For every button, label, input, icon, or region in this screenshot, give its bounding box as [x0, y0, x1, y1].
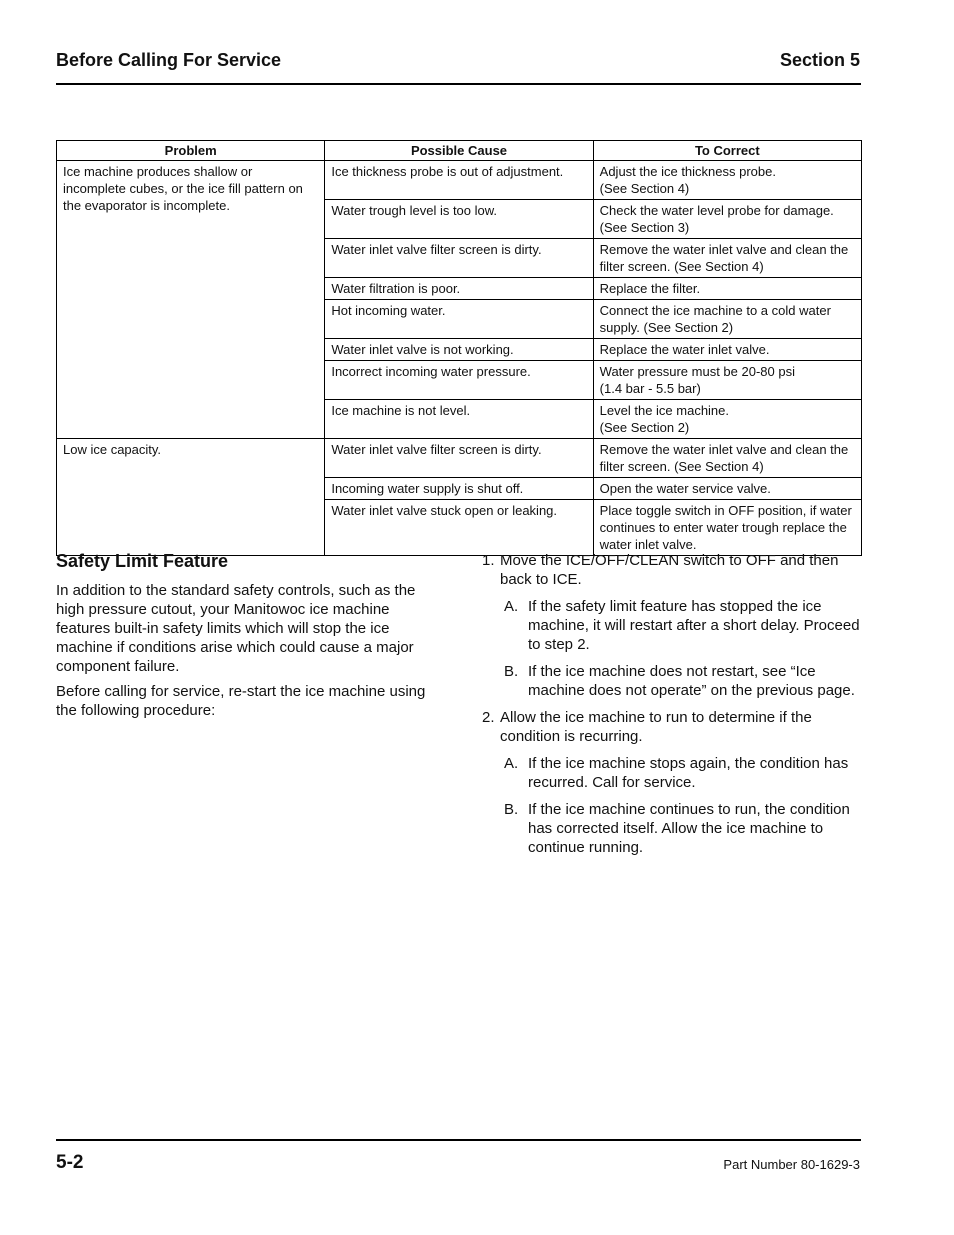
step-text: Move the ICE/OFF/CLEAN switch to OFF and then back to ICE. — [500, 552, 839, 588]
list-item — [504, 597, 862, 654]
problem-cell: Low ice capacity. — [57, 439, 325, 556]
substep-letter: B. — [504, 801, 519, 818]
substep-text: If the ice machine does not restart, see “Ice machine does not operate” on the previous page. — [528, 663, 855, 699]
table-header-row — [57, 141, 862, 161]
correct-cell: Remove the water inlet valve and clean the filter screen. (See Section 4) — [593, 239, 861, 278]
substep-text: If the ice machine stops again, the condition has recurred. Call for service. — [528, 755, 849, 791]
list-item — [504, 662, 862, 700]
step-number: 2. — [482, 709, 495, 726]
list-item — [482, 551, 862, 589]
table-row — [57, 161, 862, 200]
safety-section-title: Safety Limit Feature — [56, 551, 229, 571]
cause-cell: Water inlet valve filter screen is dirty. — [325, 239, 593, 278]
correct-cell: Level the ice machine. (See Section 2) — [593, 400, 861, 439]
safety-intro-paragraph: In addition to the standard safety controls, such as the high pressure cutout, your Manitowoc ice machine features built-in safety limits which will stop the ice machine if conditions arise which could cause a major component failure. — [56, 582, 416, 675]
substep-text: If the safety limit feature has stopped the ice machine, it will restart after a short delay. Proceed to step 2. — [528, 598, 860, 653]
cause-cell: Ice machine is not level. — [325, 400, 593, 439]
page-number: 5-2 — [56, 1152, 84, 1173]
cause-cell: Water inlet valve is not working. — [325, 339, 593, 361]
section-number: Section 5 — [779, 50, 860, 70]
part-number: Part Number 80-1629-3 — [723, 1157, 860, 1172]
col-header-cause: Possible Cause — [325, 141, 593, 161]
step-text: Allow the ice machine to run to determine if the condition is recurring. — [500, 709, 812, 745]
col-header-correct: To Correct — [593, 141, 861, 161]
step-number: 1. — [482, 552, 495, 569]
correct-cell: Connect the ice machine to a cold water supply. (See Section 2) — [593, 300, 861, 339]
section-header-title: Before Calling For Service — [56, 50, 282, 70]
substep-letter: A. — [504, 598, 519, 615]
cause-cell: Incorrect incoming water pressure. — [325, 361, 593, 400]
correct-cell: Open the water service valve. — [593, 478, 861, 500]
cause-cell: Water inlet valve stuck open or leaking. — [325, 500, 593, 556]
troubleshooting-table — [56, 140, 862, 556]
cause-cell: Water inlet valve filter screen is dirty. — [325, 439, 593, 478]
cause-cell: Water filtration is poor. — [325, 278, 593, 300]
header-rule — [56, 83, 861, 85]
list-item — [482, 708, 862, 746]
cause-cell: Hot incoming water. — [325, 300, 593, 339]
table-row — [57, 439, 862, 478]
list-item — [504, 754, 862, 792]
col-header-problem: Problem — [57, 141, 325, 161]
correct-cell: Replace the filter. — [593, 278, 861, 300]
correct-cell: Remove the water inlet valve and clean the filter screen. (See Section 4) — [593, 439, 861, 478]
safety-procedure-paragraph: Before calling for service, re-start the ice machine using the following procedure: — [56, 683, 426, 719]
substep-letter: A. — [504, 755, 519, 772]
cause-cell: Incoming water supply is shut off. — [325, 478, 593, 500]
footer-rule — [56, 1139, 861, 1141]
correct-cell: Adjust the ice thickness probe. (See Section 4) — [593, 161, 861, 200]
substep-letter: B. — [504, 663, 519, 680]
correct-cell: Check the water level probe for damage. (See Section 3) — [593, 200, 861, 239]
substep-text: If the ice machine continues to run, the condition has corrected itself. Allow the ice machine to continue running. — [528, 801, 850, 856]
cause-cell: Water trough level is too low. — [325, 200, 593, 239]
problem-cell: Ice machine produces shallow or incomplete cubes, or the ice fill pattern on the evaporator is incomplete. — [57, 161, 325, 439]
correct-cell: Place toggle switch in OFF position, if water continues to enter water trough replace the water inlet valve. — [593, 500, 861, 556]
cause-cell: Ice thickness probe is out of adjustment. — [325, 161, 593, 200]
correct-cell: Water pressure must be 20-80 psi (1.4 bar - 5.5 bar) — [593, 361, 861, 400]
restart-procedure-list — [482, 551, 862, 865]
list-item — [504, 800, 862, 857]
correct-cell: Replace the water inlet valve. — [593, 339, 861, 361]
